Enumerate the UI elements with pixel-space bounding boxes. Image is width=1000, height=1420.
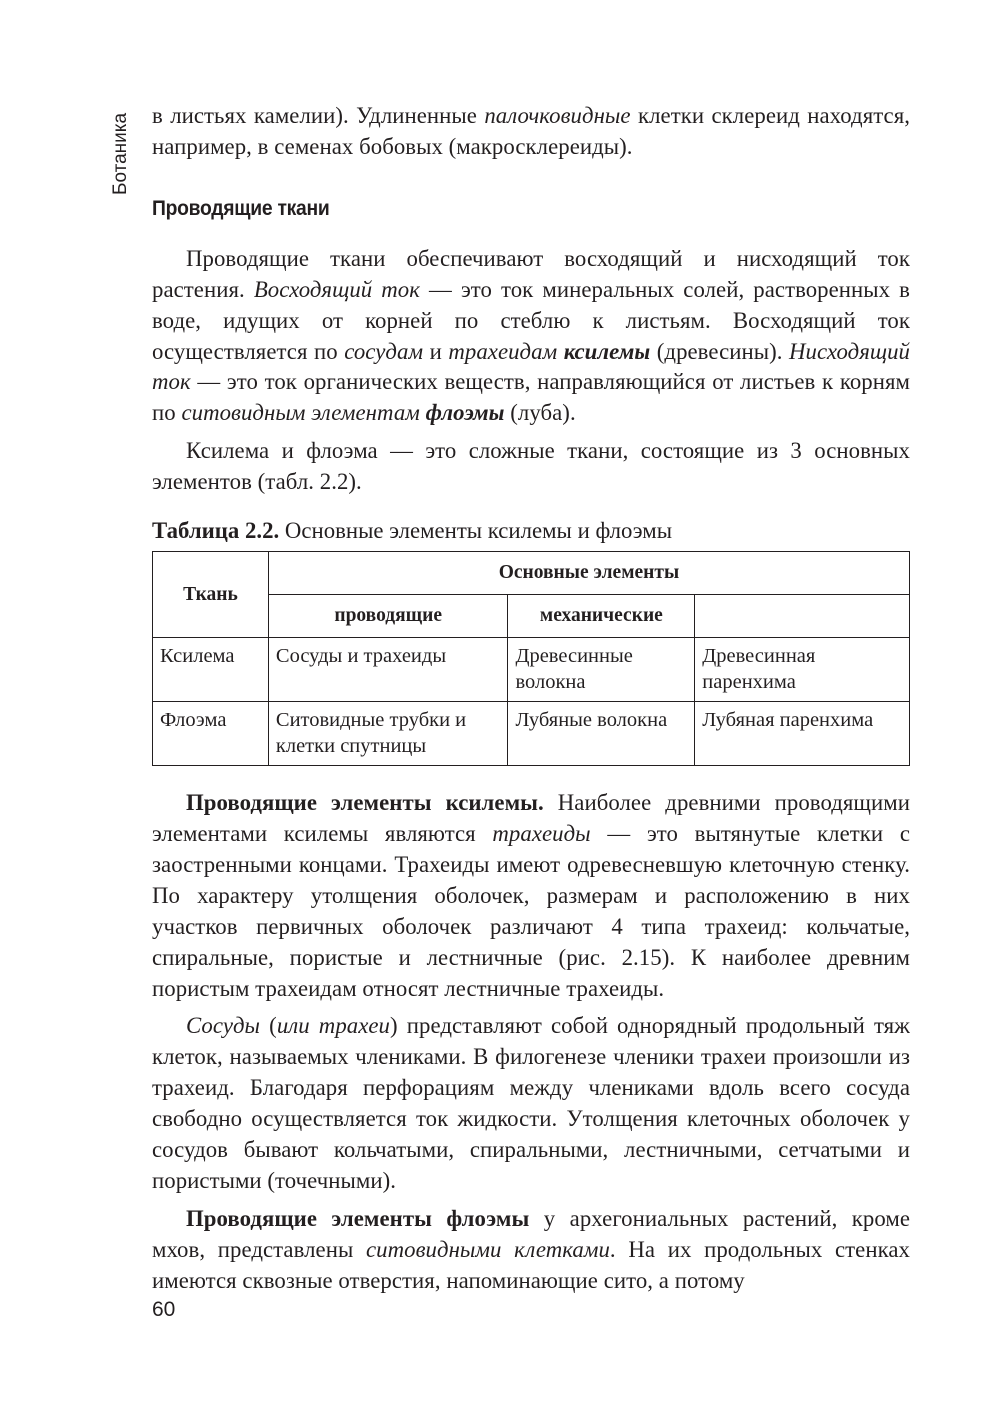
cell-conducting: Сосуды и трахеиды (268, 638, 508, 702)
cell-tissue: Флоэма (153, 702, 269, 766)
paragraph-vessels (152, 1011, 910, 1196)
table-header-row (153, 552, 910, 595)
text: — это вытянутые клетки с заостренными концами. Трахеиды имеют одревесневшую клеточную стенку. По характеру утолщения оболочек, размерам и расположению в них участков первичных оболочек различают 4 типа трахеид: кольчатые, спиральные, пористые и лестничные (рис. 2.15). К наиболее древним пористым трахеидам относят лестничные трахеиды. (152, 820, 910, 1001)
running-head-side-label: Ботаника (110, 112, 131, 195)
text: . На их продольных стенках имеются сквозные отверстия, напоминающие сито, а потому (152, 1236, 910, 1293)
paragraph-xylem-phloem: Ксилема и флоэма — это сложные ткани, состоящие из 3 основных элементов (табл. 2.2). (152, 438, 910, 495)
italic-term: сосудам (344, 338, 424, 364)
bold-italic-term: ксилемы (563, 338, 651, 364)
cell-parenchyma: Лубяная паренхима (695, 702, 910, 766)
cell-mechanical: Лубяные волокна (508, 702, 695, 766)
intro-italic-term: палочковидные (484, 103, 631, 128)
italic-term: трахеидам (448, 338, 558, 364)
paragraph-xylem-elements (152, 788, 910, 1004)
cell-mechanical: Древесинные волокна (508, 638, 695, 702)
text: (древесины). (650, 338, 790, 364)
page-number: 60 (152, 1298, 176, 1321)
table-caption-label: Таблица 2.2. (152, 518, 280, 544)
italic-term: или трахеи (276, 1013, 391, 1039)
page-body (152, 101, 910, 1297)
text: и (423, 338, 449, 364)
intro-text: клетки склереид находятся, например, в семенах бобовых (макросклереиды). (152, 103, 910, 159)
bold-run-in-heading: Проводящие элементы ксилемы. (186, 790, 544, 816)
italic-term: ситовидными клетками (366, 1236, 610, 1262)
table-caption (152, 516, 910, 546)
header-conducting: проводящие (268, 595, 508, 638)
header-tissue: Ткань (153, 552, 269, 638)
cell-conducting: Ситовидные трубки и клетки спутницы (268, 702, 508, 766)
paragraph-conducting-tissues (152, 244, 910, 429)
text: (луба). (504, 400, 576, 426)
intro-paragraph (152, 101, 910, 163)
section-title: Проводящие ткани (152, 196, 330, 220)
header-main-elements: Основные элементы (268, 552, 909, 595)
text: у архегониальных растений, кроме мхов, представлены (152, 1205, 910, 1262)
italic-term: Нисходящий ток (152, 338, 911, 395)
text: — это ток минеральных солей, растворенных в воде, идущих от корней по стеблю к листьям. Восходящий ток осуществляется по (152, 276, 910, 364)
paragraph-phloem-elements (152, 1204, 910, 1297)
bold-italic-term: флоэмы (425, 400, 505, 426)
italic-term: Сосуды (186, 1013, 261, 1039)
intro-text: в листьях камелии). Удлиненные (152, 103, 485, 128)
text: — это ток органических веществ, направляющийся от листьев к корням по (152, 369, 910, 426)
elements-table (152, 551, 910, 766)
table-caption-text: Основные элементы ксилемы и флоэмы (279, 518, 673, 544)
text: ( (260, 1013, 277, 1039)
header-mechanical: механические (508, 595, 695, 638)
bold-run-in-heading: Проводящие элементы флоэмы (186, 1205, 530, 1231)
cell-tissue: Ксилема (153, 638, 269, 702)
text: Проводящие ткани обеспечивают восходящий и нисходящий ток растения. (152, 245, 910, 302)
italic-term: ситовидным элементам (181, 400, 420, 426)
cell-parenchyma: Древесинная паренхима (695, 638, 910, 702)
text: Наиболее древними проводящими элементами ксилемы являются (152, 790, 910, 846)
italic-term: Восходящий ток (253, 276, 420, 302)
table-row (153, 638, 910, 702)
italic-term: трахеиды (492, 820, 591, 846)
text: ) представляют собой однорядный продольный тяж клеток, называемых члениками. В филогенезе членики трахеи произошли из трахеид. Благодаря перфорациям между члениками вдоль всего сосуда свободно осуществляется ток жидкости. Утолщения клеточных оболочек у сосудов бывают кольчатыми, спиральными, лестничными, сетчатыми и пористыми (точечными). (152, 1013, 910, 1193)
table-row (153, 702, 910, 766)
header-empty (695, 595, 910, 638)
